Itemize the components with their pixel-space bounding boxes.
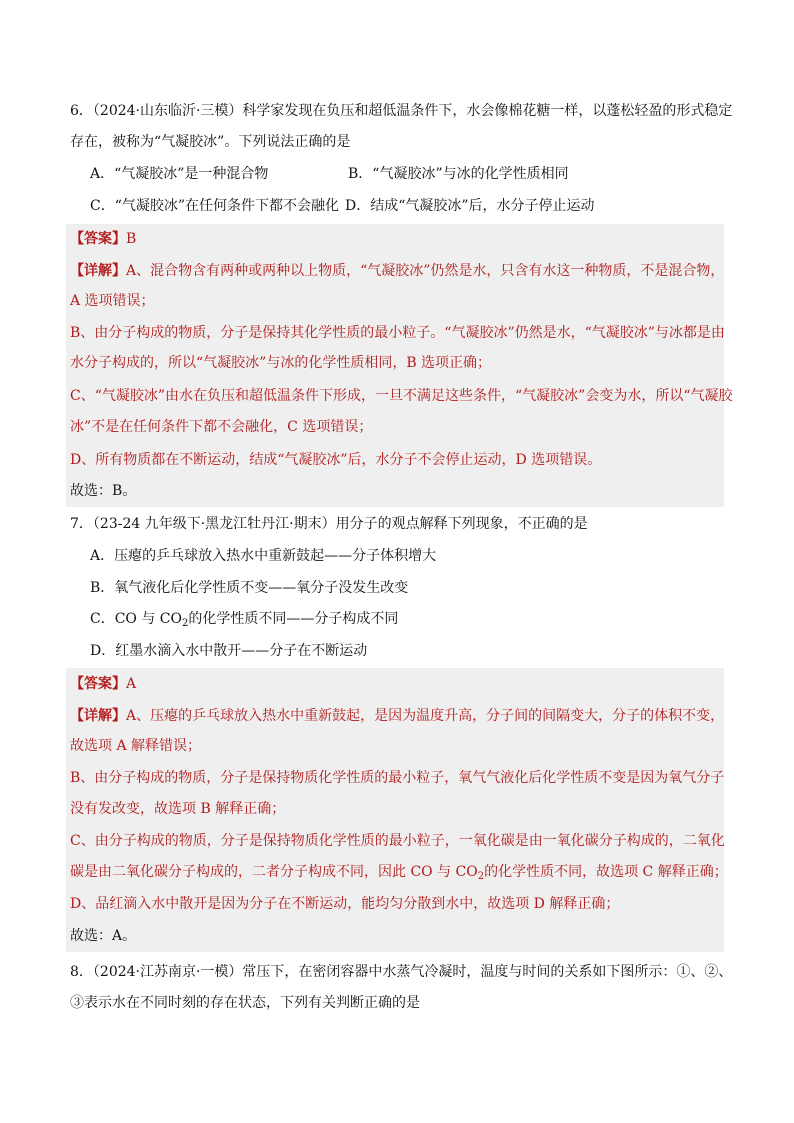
q6-stem-line-2: 存在，被称为“气凝胶冰”。下列说法正确的是 bbox=[70, 134, 351, 150]
q7-answer-tag: 【答案】 bbox=[70, 676, 126, 692]
q7-detail-tag: 【详解】 bbox=[70, 708, 126, 724]
q6-detail-line-7: D、所有物质都在不断运动，结成“气凝胶冰”后，水分子不会停止运动，D 选项错误。 bbox=[70, 452, 602, 468]
q6-option-c: C．“气凝胶冰”在任何条件下都不会融化 bbox=[90, 198, 340, 214]
q6-option-d: D．结成“气凝胶冰”后，水分子停止运动 bbox=[345, 198, 595, 214]
q7-detail-line-4: 没有发改变，故选项 B 解释正确； bbox=[70, 801, 286, 817]
q7-detail-line-5: C、由分子构成的物质，分子是保持物质化学性质的最小粒子，一氧化碳是由一氧化碳分子构成的，二氧化 bbox=[70, 833, 725, 849]
q7-option-c bbox=[90, 609, 745, 629]
q7-option-c-post: 的化学性质不同——分子构成不同 bbox=[188, 611, 399, 627]
q7-detail-6-post: 的化学性质不同，故选项 C 解释正确； bbox=[484, 864, 728, 880]
q7-detail-6-pre: 碳是由二氧化碳分子构成的，二者分子构成不同，因此 CO 与 CO bbox=[70, 864, 478, 880]
q7-option-c-sub: 2 bbox=[182, 618, 189, 629]
q7-stem: 7．（23-24 九年级下·黑龙江牡丹江·期末）用分子的观点解释下列现象，不正确的是 bbox=[70, 516, 588, 532]
q7-detail-line-6 bbox=[70, 862, 728, 882]
q7-detail-line-7: D、品红滴入水中散开是因为分子在不断运动，能均匀分散到水中，故选项 D 解释正确； bbox=[70, 896, 620, 912]
q7-option-b: B．氧气液化后化学性质不变——氧分子没发生改变 bbox=[90, 580, 409, 596]
q6-answer-block bbox=[66, 224, 733, 507]
q6-detail-tag: 【详解】 bbox=[70, 263, 126, 279]
q7-answer-value: A bbox=[126, 676, 137, 692]
q7-option-d: D．红墨水滴入水中散开——分子在不断运动 bbox=[90, 643, 368, 659]
q7-detail-text-1: A、压瘪的乒乓球放入热水中重新鼓起，是因为温度升高，分子间的间隔变大，分子的体积不变， bbox=[126, 708, 725, 724]
q7-detail-line-3: B、由分子构成的物质，分子是保持物质化学性质的最小粒子，氧气气液化后化学性质不变是因为氧气分子 bbox=[70, 770, 725, 786]
q6-detail-line-1 bbox=[70, 261, 725, 281]
q6-choice: 故选：B。 bbox=[70, 483, 137, 499]
q7-option-a: A．压瘪的乒乓球放入热水中重新鼓起——分子体积增大 bbox=[90, 548, 437, 564]
q6-option-b: B．“气凝胶冰”与冰的化学性质相同 bbox=[348, 166, 569, 182]
q7-detail-line-2: 故选项 A 解释错误； bbox=[70, 738, 202, 754]
q6-detail-line-3: B、由分子构成的物质，分子是保持其化学性质的最小粒子。“气凝胶冰”仍然是水，“气凝胶冰”与冰都是由 bbox=[70, 325, 725, 341]
q6-answer-tag: 【答案】 bbox=[70, 231, 126, 247]
q7-detail-line-1 bbox=[70, 706, 725, 726]
q6-detail-text-1: A、混合物含有两种或两种以上物质，“气凝胶冰”仍然是水，只含有水这一种物质，不是混合物， bbox=[126, 263, 725, 279]
q6-stem-line-1: 6．（2024·山东临沂·三模）科学家发现在负压和超低温条件下，水会像棉花糖一样，以蓬松轻盈的形式稳定 bbox=[70, 103, 733, 119]
q6-answer-value: B bbox=[126, 231, 137, 247]
q7-detail-6-sub: 2 bbox=[477, 871, 485, 882]
q7-option-c-pre: C．CO 与 CO bbox=[90, 611, 182, 627]
q6-option-a: A．“气凝胶冰”是一种混合物 bbox=[90, 166, 269, 182]
q6-detail-line-4: 水分子构成的，所以“气凝胶冰”与冰的化学性质相同，B 选项正确； bbox=[70, 355, 492, 371]
q6-detail-line-2: A 选项错误； bbox=[70, 293, 155, 309]
q7-answer-line bbox=[70, 674, 725, 694]
q6-detail-line-5: C、“气凝胶冰”由水在负压和超低温条件下形成，一旦不满足这些条件，“气凝胶冰”会变为水，所以“气凝胶 bbox=[70, 388, 733, 404]
q7-answer-block bbox=[66, 668, 728, 952]
q6-answer-line bbox=[70, 229, 725, 249]
q7-choice: 故选：A。 bbox=[70, 928, 137, 944]
q6-detail-line-6: 冰”不是在任何条件下都不会融化，C 选项错误； bbox=[70, 419, 373, 435]
q8-stem-line-1: 8．（2024·江苏南京·一模）常压下，在密闭容器中水蒸气冷凝时，温度与时间的关系如下图所示：①、②、 bbox=[70, 964, 733, 980]
q8-stem-line-2: ③表示水在不同时刻的存在状态，下列有关判断正确的是 bbox=[70, 995, 420, 1011]
